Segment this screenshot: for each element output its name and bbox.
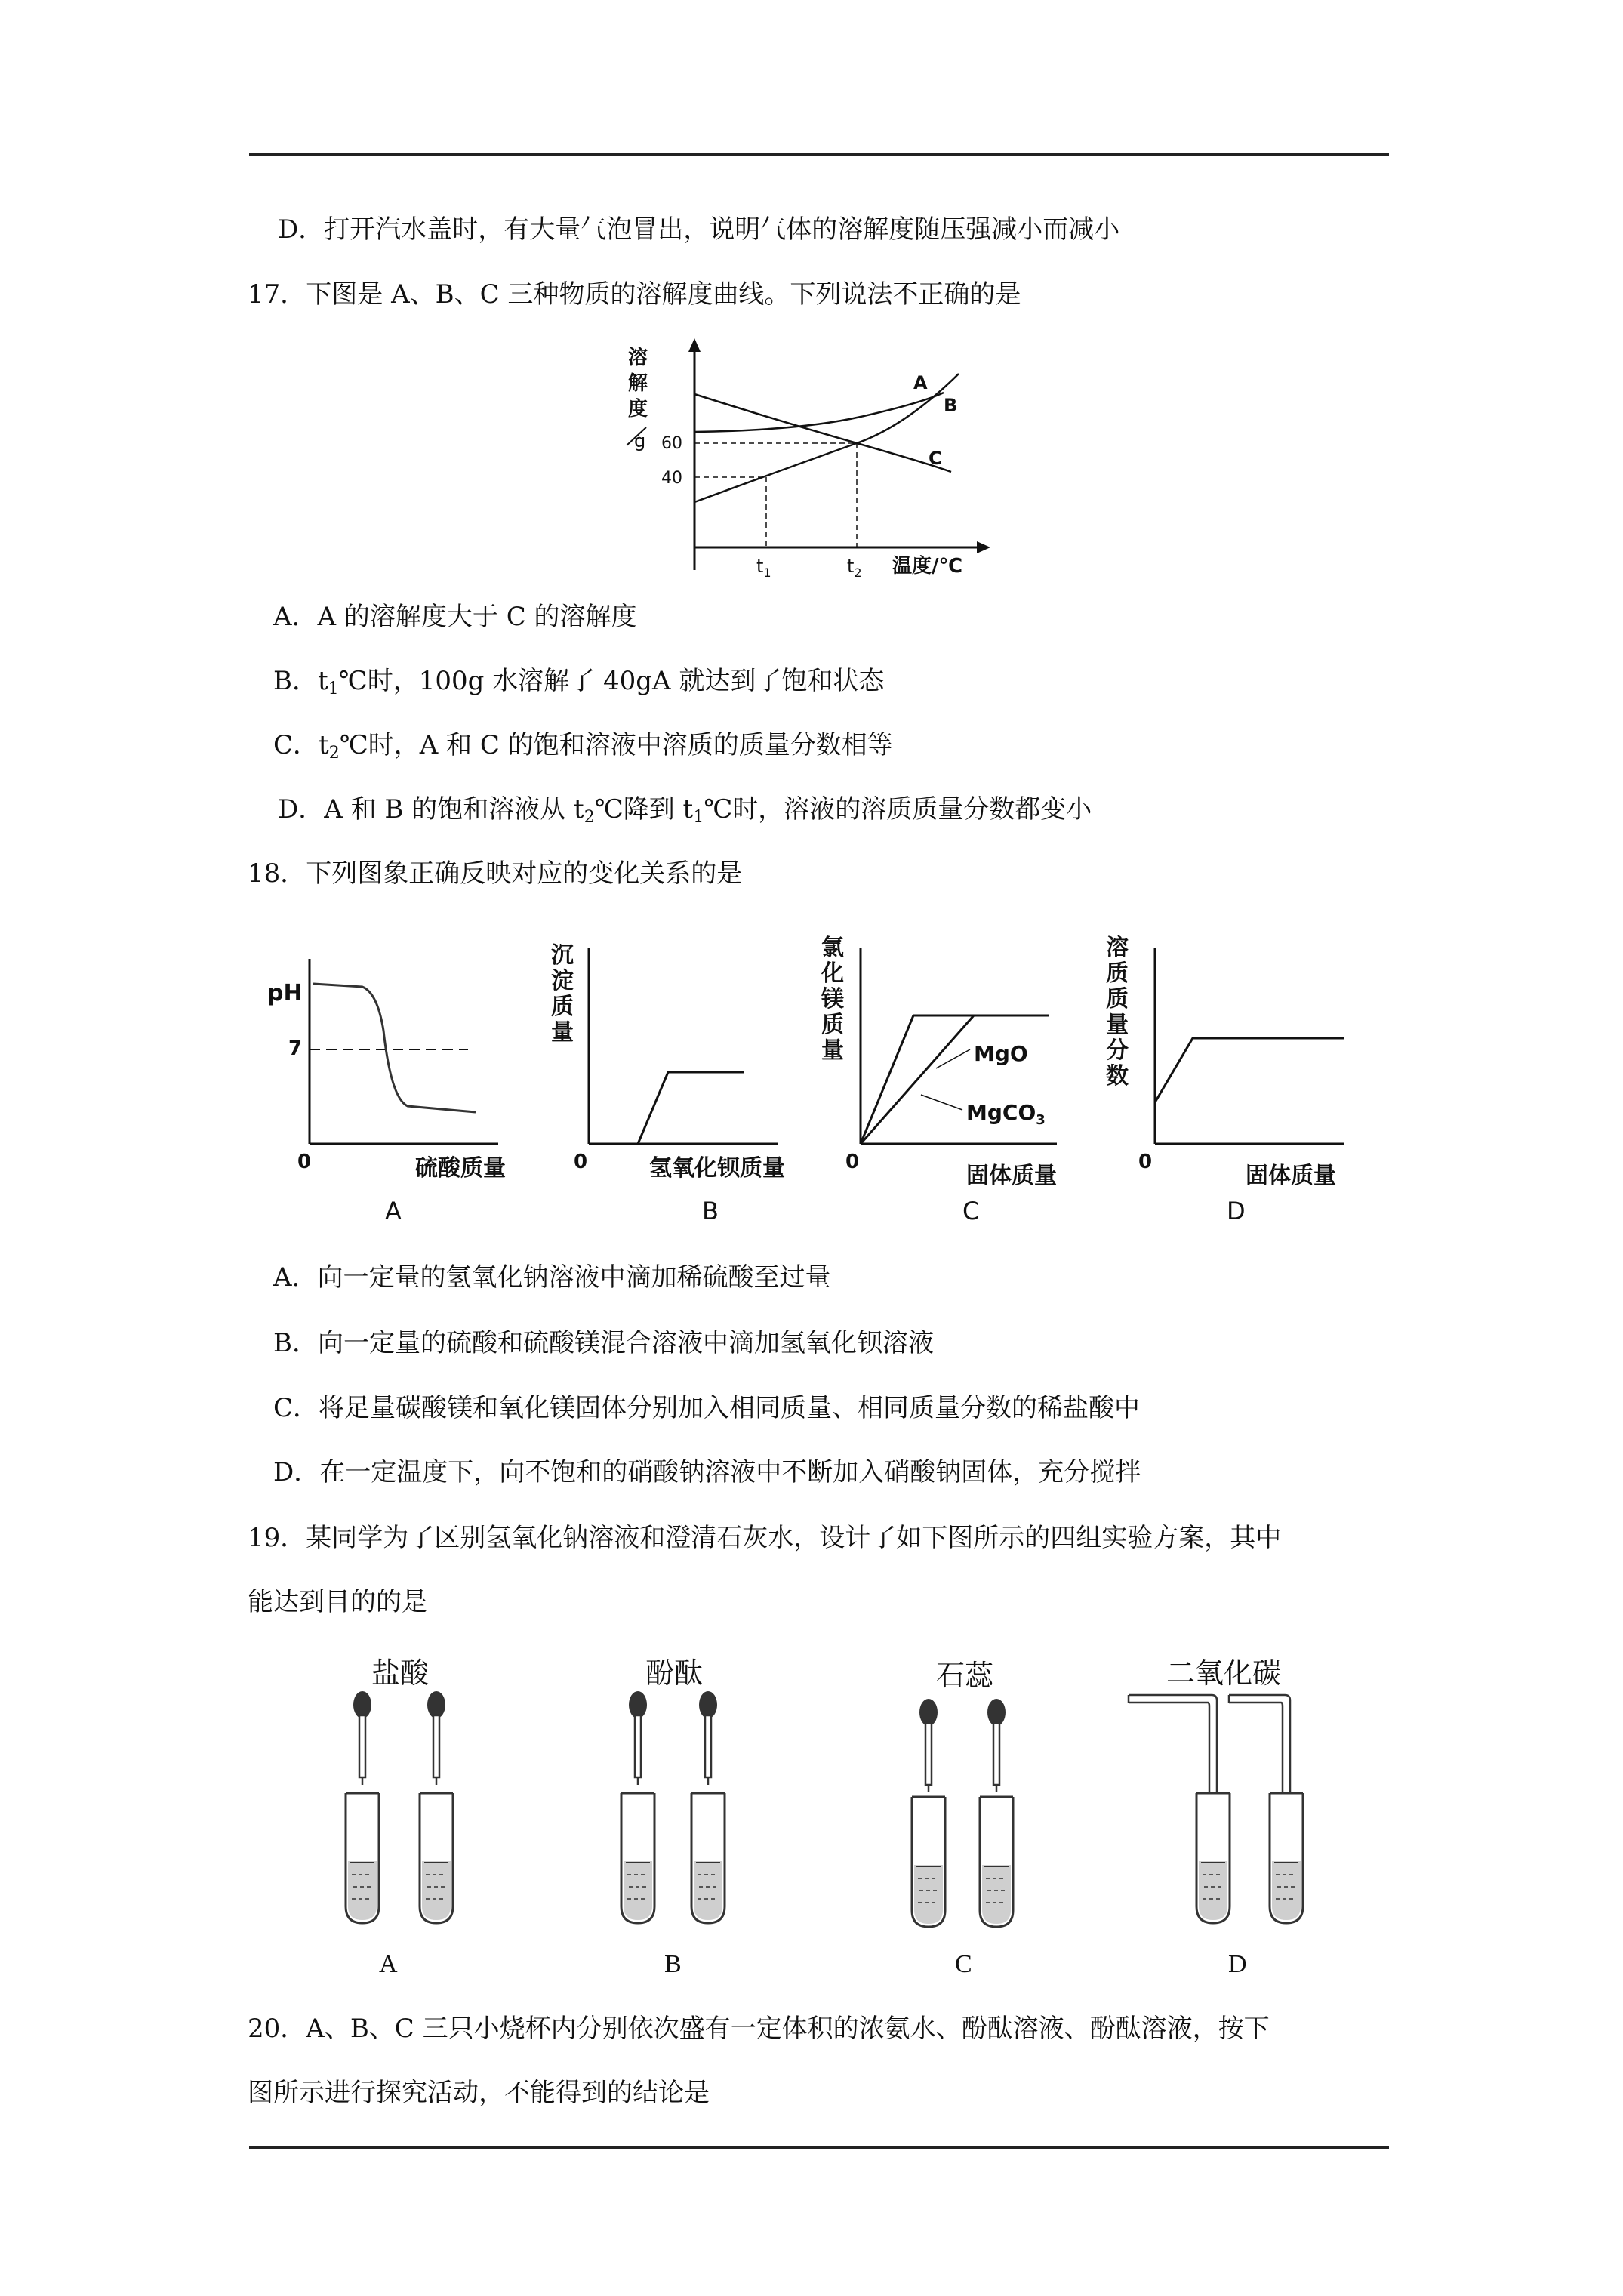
q18-option-a: A．向一定量的氢氧化钠溶液中滴加稀硫酸至过量	[273, 1262, 831, 1293]
q18-d-curve	[1155, 1038, 1344, 1102]
q19-stem-1: 19．某同学为了区别氢氧化钠溶液和澄清石灰水，设计了如下图所示的四组实验方案，其中	[248, 1523, 1282, 1553]
q18-d-ylabel-2: 质	[1106, 960, 1129, 987]
q18-d-ylabel-3: 质	[1106, 986, 1129, 1012]
q18-graph-a	[267, 959, 506, 1225]
q18-option-d: D．在一定温度下，向不饱和的硝酸钠溶液中不断加入硝酸钠固体，充分搅拌	[273, 1457, 1141, 1487]
q18-b-ylabel-2: 淀	[551, 968, 574, 994]
q19-reagent-hcl: 盐酸	[371, 1657, 430, 1690]
q17-ylabel-2: 解	[628, 372, 648, 395]
q19-stem-2: 能达到目的的是	[248, 1587, 427, 1617]
q17-x-arrow	[977, 541, 990, 553]
q18-c-ylabel-1: 氯	[821, 935, 844, 961]
q18-graphs	[257, 925, 1374, 1227]
q17-xtick-t2: $t_2$	[847, 556, 862, 580]
q18-a-yref: 7	[288, 1037, 303, 1060]
q18-stem: 18．下列图象正确反映对应的变化关系的是	[248, 858, 743, 889]
q16-option-d: D．打开汽水盖时，有大量气泡冒出，说明气体的溶解度随压强减小而减小	[278, 214, 1120, 245]
q18-d-origin: 0	[1138, 1151, 1153, 1173]
q18-d-xlabel: 固体质量	[1246, 1163, 1336, 1189]
q17-curve-B	[694, 393, 944, 432]
q18-c-line-mgco3	[861, 1015, 974, 1144]
q18-d-ylabel-6: 数	[1106, 1063, 1129, 1089]
q18-b-ylabel-4: 量	[551, 1019, 574, 1046]
q18-c-ylabel-5: 量	[821, 1037, 844, 1064]
q18-a-origin: 0	[297, 1151, 312, 1173]
q17-xtick-t1: $t_1$	[756, 556, 771, 580]
q18-d-caption: D	[1227, 1197, 1246, 1225]
q18-c-line-mgo	[861, 1015, 913, 1144]
q18-b-ylabel-3: 质	[551, 994, 574, 1020]
q19-reagent-phenolphthalein: 酚酞	[645, 1657, 704, 1690]
q18-option-b: B．向一定量的硫酸和硫酸镁混合溶液中滴加氢氧化钡溶液	[273, 1328, 934, 1358]
q18-d-ylabel-1: 溶	[1106, 935, 1129, 961]
q17-curve-C	[694, 394, 951, 472]
q18-b-ylabel-1: 沉	[551, 942, 574, 969]
q17-ylabel-4: g	[634, 430, 646, 451]
q19-label-d: D	[1228, 1950, 1247, 1978]
q18-a-ylabel: pH	[267, 980, 303, 1006]
q19-set-d	[1129, 1695, 1303, 1923]
q19-label-b: B	[664, 1950, 682, 1978]
q18-a-xlabel: 硫酸质量	[415, 1155, 506, 1182]
q17-stem: 17．下图是 A、B、C 三种物质的溶解度曲线。下列说法不正确的是	[248, 279, 1021, 310]
q18-d-ylabel-5: 分	[1106, 1037, 1129, 1064]
q18-b-caption: B	[702, 1197, 719, 1225]
q17-option-a: A．A 的溶解度大于 C 的溶解度	[273, 602, 637, 632]
q19-apparatus	[332, 1691, 1344, 1940]
q17-option-d: D．A 和 B 的饱和溶液从 $t_2℃$降到 $t_1℃$时，溶液的溶质质量分数都变小	[278, 794, 1092, 827]
q18-option-c: C．将足量碳酸镁和氧化镁固体分别加入相同质量、相同质量分数的稀盐酸中	[273, 1393, 1141, 1423]
q17-y-arrow	[688, 338, 701, 352]
q17-ylabel-1: 溶	[628, 347, 648, 369]
q19-label-c: C	[955, 1950, 972, 1978]
q17-solubility-chart	[611, 332, 1004, 581]
q18-graph-c	[821, 935, 1057, 1225]
q18-graph-d	[1106, 935, 1344, 1225]
q18-graph-b	[551, 942, 785, 1225]
q17-xlabel: 温度/℃	[892, 555, 962, 578]
footer-rule	[249, 2146, 1389, 2149]
q17-series-C: C	[929, 448, 942, 469]
q19-reagent-litmus: 石蕊	[936, 1659, 994, 1692]
q18-c-xlabel: 固体质量	[966, 1163, 1057, 1189]
q19-set-c	[912, 1699, 1013, 1927]
q20-stem-2: 图所示进行探究活动，不能得到的结论是	[248, 2078, 710, 2108]
q19-set-b	[621, 1691, 725, 1923]
q18-b-origin: 0	[574, 1151, 588, 1173]
q18-c-ylabel-3: 镁	[821, 986, 844, 1012]
q18-c-ylabel-2: 化	[821, 960, 844, 987]
q17-ytick-60: 60	[661, 434, 682, 453]
q18-c-ylabel-4: 质	[821, 1012, 844, 1038]
q19-label-a: A	[379, 1950, 398, 1978]
q17-ytick-40: 40	[661, 469, 682, 488]
q18-c-label-mgo: MgO	[974, 1041, 1028, 1066]
q17-series-B: B	[944, 395, 958, 416]
q19-set-a	[346, 1691, 453, 1923]
q19-reagent-co2: 二氧化碳	[1166, 1657, 1282, 1690]
q18-b-xlabel: 氢氧化钡质量	[649, 1155, 785, 1182]
q18-d-ylabel-4: 量	[1106, 1012, 1129, 1038]
header-rule	[249, 153, 1389, 156]
q20-stem-1: 20．A、B、C 三只小烧杯内分别依次盛有一定体积的浓氨水、酚酞溶液、酚酞溶液，按下	[248, 2014, 1270, 2044]
q17-option-c: C．$t_2℃$时，A 和 C 的饱和溶液中溶质的质量分数相等	[273, 730, 893, 763]
q18-b-curve	[638, 1072, 744, 1144]
q18-c-caption: C	[962, 1197, 980, 1225]
q18-a-curve	[313, 984, 476, 1112]
q17-ylabel-3: 度	[628, 398, 648, 421]
q18-a-caption: A	[385, 1197, 402, 1225]
q17-series-A: A	[913, 372, 928, 393]
q17-option-b: B．$t_1℃$时，100g 水溶解了 40gA 就达到了饱和状态	[273, 666, 885, 698]
q18-c-label-mgco3: MgCO$_3$	[966, 1100, 1046, 1128]
q18-c-origin: 0	[845, 1151, 860, 1173]
